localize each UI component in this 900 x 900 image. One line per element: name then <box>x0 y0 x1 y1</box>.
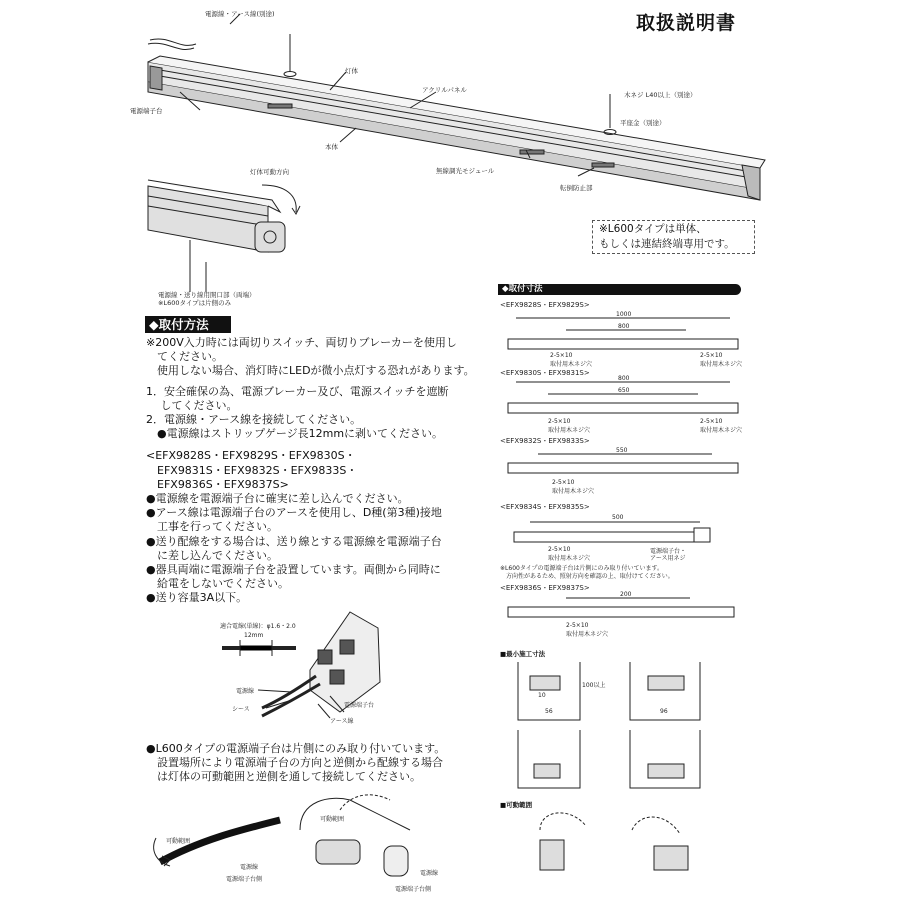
clearance-box-3 <box>518 730 580 788</box>
install-line: ●電源線はストリップゲージ長12mmに剥いてください。 <box>146 427 444 441</box>
leader <box>318 704 330 718</box>
mount-hole: 2-5×10 <box>548 418 571 425</box>
mount-hole: 取付用木ネジ穴 <box>552 488 595 495</box>
clearance-fixture-3 <box>534 764 560 778</box>
bullet-line: ●電源線を電源端子台に確実に差し込んでください。 <box>146 492 409 506</box>
l600-mount-note: ※L600タイプの電源端子台は片側にのみ取り付いています。 <box>500 565 664 572</box>
mount-hole: 取付用木ネジ穴 <box>548 427 591 434</box>
leader <box>258 690 292 692</box>
movable-range-heading: ■可動範囲 <box>500 801 533 809</box>
l600-mount-note: 方向性があるため、照射方向を確認の上、取付けてください。 <box>500 573 674 580</box>
mount-terminal-label: 電源端子台・ <box>650 548 687 555</box>
clearance-fixture-4 <box>648 764 684 778</box>
label-movable-2: 可動範囲 <box>320 816 345 823</box>
install-heading: ◆取付方法 <box>145 316 231 333</box>
mount-models: <EFX9828S・EFX9829S> <box>500 301 590 309</box>
l600-note-box <box>592 220 755 254</box>
mount-dim: 550 <box>616 447 628 454</box>
mount-hole: 2-5×10 <box>700 418 723 425</box>
mount-hole: 取付用木ネジ穴 <box>700 427 743 434</box>
bullet-line: ●送り配線をする場合は、送り線とする電源線を電源端子台 <box>146 534 442 548</box>
label-wood-screw: 木ネジ L40以上（別途） <box>624 91 697 99</box>
mount-hole: 取付用木ネジ穴 <box>550 361 593 368</box>
mount-dim: 800 <box>618 323 630 330</box>
mount-hole: 2-5×10 <box>550 352 573 359</box>
document-title: 取扱説明書 <box>636 12 737 34</box>
label-opening-note: ※L600タイプは片側のみ <box>158 299 232 307</box>
mount-models: <EFX9834S・EFX9835S> <box>500 503 590 511</box>
closeup-hinge <box>255 222 285 252</box>
model-line: EFX9836S・EFX9837S> <box>146 477 289 491</box>
label-power-wire: 電源線 <box>236 688 255 695</box>
label-movable-range: 灯体可動方向 <box>250 168 289 176</box>
bar-9828 <box>508 339 738 349</box>
mount-models: <EFX9836S・EFX9837S> <box>500 584 590 592</box>
label-terminal-block: 電源端子台 <box>344 702 375 709</box>
mount-terminal-label: アース用ネジ <box>650 555 686 562</box>
clearance-box-4 <box>630 730 700 788</box>
mount-hole: 2-5×10 <box>700 352 723 359</box>
label-power-bottom: 電源線 <box>240 864 259 871</box>
bar-9834 <box>514 532 694 542</box>
label-terminal: 電源端子台 <box>130 107 163 115</box>
bar-9834-terminal <box>694 528 710 542</box>
mount-hole: 2-5×10 <box>548 546 571 553</box>
terminal-socket <box>318 650 332 664</box>
label-lamp-body: 灯体 <box>345 67 358 75</box>
terminal-socket-2 <box>340 640 354 654</box>
label-power-bottom-2: 電源線 <box>420 870 439 877</box>
min-dim: 56 <box>545 708 553 715</box>
mount-hole: 2-5×10 <box>552 479 575 486</box>
l600-line: 設置場所により電源端子台の方向と逆側から配線する場合 <box>146 756 443 770</box>
bullet-line: 給電をしないでください。 <box>146 577 289 591</box>
cable-line <box>150 39 196 45</box>
min-dim: 96 <box>660 708 668 715</box>
module-mark-3 <box>592 163 614 167</box>
mount-dim: 650 <box>618 387 630 394</box>
fixture-bottom <box>148 82 760 200</box>
label-wireless-module: 無線調光モジュール <box>436 167 495 175</box>
label-sheath: シース <box>232 706 250 713</box>
clearance-fixture-2 <box>648 676 684 690</box>
install-line: してください。 <box>146 398 238 412</box>
module-mark-2 <box>520 150 544 154</box>
cross-section <box>300 798 410 830</box>
install-line: 1．安全確保の為、電源ブレーカー及び、電源スイッチを遮断 <box>146 384 449 398</box>
terminal-socket-3 <box>330 670 344 684</box>
label-terminal-side-2: 電源端子台側 <box>395 886 432 893</box>
mount-models: <EFX9832S・EFX9833S> <box>500 437 590 445</box>
install-line: 使用しない場合、消灯時にLEDが微小点灯する恐れがあります。 <box>146 364 475 378</box>
model-line: <EFX9828S・EFX9829S・EFX9830S・ <box>146 449 356 463</box>
bullet-line: に差し込んでください。 <box>146 548 278 562</box>
bullet-line: 工事を行ってください。 <box>146 520 278 534</box>
cross-section-body <box>316 840 360 864</box>
l600-line: は灯体の可動範囲と逆側を通して接続してください。 <box>146 770 421 784</box>
mount-hole: 取付用木ネジ穴 <box>548 555 591 562</box>
bullet-line: ●器具両端に電源端子台を設置しています。両側から同時に <box>146 563 441 577</box>
label-opening: 電源線・送り線用開口部（両端） <box>158 291 256 299</box>
install-line: てください。 <box>146 350 223 364</box>
bullet-line: ●送り容量3A以下。 <box>146 591 248 605</box>
fixture-top <box>148 56 765 168</box>
note-line: ※L600タイプは単体、 <box>599 223 707 235</box>
clearance-fixture <box>530 676 560 690</box>
bar-9830 <box>508 403 738 413</box>
label-cable: 電源線・アース線(別途) <box>205 10 275 18</box>
mount-dim: 1000 <box>616 311 632 318</box>
label-rotation-stop: 転倒防止部 <box>560 184 593 192</box>
cross-section-cap <box>384 846 408 876</box>
label-acrylic-panel: アクリルパネル <box>422 86 467 94</box>
label-earth-wire: アース線 <box>330 718 354 725</box>
mount-dim: 500 <box>612 514 624 521</box>
label-washer: 平座金（別途） <box>620 119 666 127</box>
label-main-body: 本体 <box>325 143 338 151</box>
bar-9832 <box>508 463 738 473</box>
mount-dim: 800 <box>618 375 630 382</box>
min-dim: 100以上 <box>582 682 606 689</box>
washer-left <box>284 72 296 77</box>
label-terminal-side: 電源端子台側 <box>226 876 263 883</box>
mount-dim: 200 <box>620 591 632 598</box>
closeup-body <box>148 186 268 252</box>
bullet-line: ●アース線は電源端子台のアースを使用し、D種(第3種)接地 <box>146 506 442 520</box>
mount-hole: 取付用木ネジ穴 <box>566 631 609 638</box>
strip-length: 12mm <box>244 632 264 639</box>
range-arc <box>540 813 586 830</box>
mount-models: <EFX9830S・EFX9831S> <box>500 369 590 377</box>
min-dim: 10 <box>538 692 546 699</box>
note-line: もしくは連結終端専用です。 <box>599 238 735 250</box>
install-line: 2．電源線・アース線を接続してください。 <box>146 413 362 427</box>
mounting-heading: ◆取付寸法 <box>498 284 741 295</box>
cable-line-2 <box>148 43 194 49</box>
mount-hole: 取付用木ネジ穴 <box>700 361 743 368</box>
wire-spec: 適合電線(単線)：φ1.6・2.0 <box>220 623 296 630</box>
install-line: ※200V入力時には両切りスイッチ、両切りブレーカーを使用し <box>146 336 457 349</box>
range-arc-2 <box>632 817 680 834</box>
bar-9836 <box>508 607 734 617</box>
label-movable: 可動範囲 <box>166 838 191 845</box>
mount-hole: 2-5×10 <box>566 622 589 629</box>
fixture-endcap-left <box>150 66 162 90</box>
module-mark <box>268 104 292 108</box>
min-clearance-heading: ■最小施工寸法 <box>500 650 546 658</box>
model-line: EFX9831S・EFX9832S・EFX9833S・ <box>146 463 358 477</box>
leader <box>340 128 356 142</box>
range-fixture <box>540 840 564 870</box>
l600-text <box>146 742 445 785</box>
l600-line: ●L600タイプの電源端子台は片側にのみ取り付いています。 <box>146 742 446 755</box>
install-text <box>146 336 475 606</box>
range-fixture-2 <box>654 846 688 870</box>
